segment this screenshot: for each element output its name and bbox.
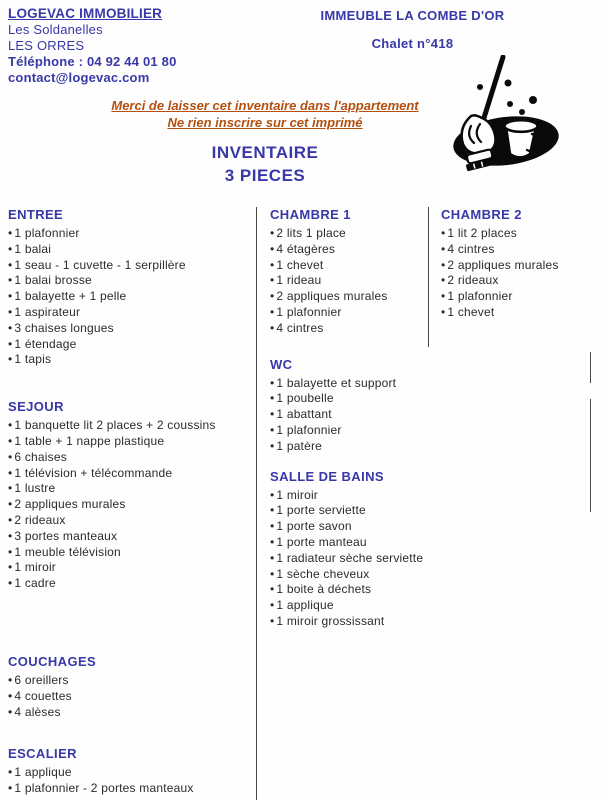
inventory-item: • 3 portes manteaux (8, 529, 254, 545)
notice-line-1: Merci de laisser cet inventaire dans l'appartement (111, 98, 419, 113)
inventory-item: • 3 chaises longues (8, 321, 254, 337)
inventory-item: • 2 appliques murales (441, 258, 597, 274)
agency-email: contact@logevac.com (8, 70, 150, 85)
section-title: CHAMBRE 2 (441, 207, 522, 222)
title-line-2: 3 PIECES (224, 166, 306, 185)
inventory-item: • 4 étagères (270, 242, 426, 258)
section-escalier (8, 746, 254, 797)
inventory-item: • 4 couettes (8, 689, 254, 705)
agency-residence: Les Soldanelles (8, 22, 103, 37)
section-salle-de-bains (270, 469, 426, 630)
agency-city: LES ORRES (8, 38, 85, 53)
agency-phone: Téléphone : 04 92 44 01 80 (8, 54, 177, 69)
section-sejour (8, 399, 254, 592)
section-item-list (270, 488, 426, 630)
inventory-item: • 1 plafonnier (441, 289, 597, 305)
section-chambre-2 (441, 207, 597, 321)
inventory-item: • 2 appliques murales (270, 289, 426, 305)
inventory-item: • 1 balayette + 1 pelle (8, 289, 254, 305)
section-item-list (8, 418, 254, 592)
right-edge-rule-1 (590, 352, 591, 383)
section-chambre-1 (270, 207, 426, 337)
inventory-item: • 1 balayette et support (270, 376, 426, 392)
inventory-item: • 1 boite à déchets (270, 582, 426, 598)
inventory-item: • 1 miroir (8, 560, 254, 576)
section-title: WC (270, 356, 293, 372)
section-item-list (270, 226, 426, 337)
inventory-item: • 1 lit 2 places (441, 226, 597, 242)
inventory-item: • 1 porte manteau (270, 535, 426, 551)
inventory-item: • 1 applique (8, 765, 254, 781)
inventory-item: • 1 chevet (441, 305, 597, 321)
inventory-item: • 1 cadre (8, 576, 254, 592)
section-title: CHAMBRE 1 (270, 207, 351, 222)
section-title: SEJOUR (8, 399, 64, 415)
inventory-item: • 1 aspirateur (8, 305, 254, 321)
title-line-1: INVENTAIRE (211, 143, 319, 162)
building-name: IMMEUBLE LA COMBE D'OR (320, 8, 505, 23)
inventory-item: • 1 plafonnier (270, 423, 426, 439)
inventory-item: • 2 lits 1 place (270, 226, 426, 242)
inventory-item: • 1 seau - 1 cuvette - 1 serpillère (8, 258, 254, 274)
inventory-item: • 2 rideaux (441, 273, 597, 289)
inventory-item: • 4 cintres (441, 242, 597, 258)
inventory-item: • 1 étendage (8, 337, 254, 353)
section-wc (270, 357, 426, 455)
inventory-item: • 1 plafonnier (8, 226, 254, 242)
agency-name: LOGEVAC IMMOBILIER (8, 6, 163, 21)
inventory-item: • 1 rideau (270, 273, 426, 289)
inventory-item: • 1 porte savon (270, 519, 426, 535)
inventory-item: • 6 oreillers (8, 673, 254, 689)
inventory-item: • 1 miroir grossissant (270, 614, 426, 630)
section-title: ESCALIER (8, 746, 77, 762)
right-edge-rule-2 (590, 399, 591, 512)
inventory-item: • 1 sèche cheveux (270, 567, 426, 583)
inventory-item: • 1 plafonnier - 2 portes manteaux (8, 781, 254, 797)
inventory-item: • 2 appliques murales (8, 497, 254, 513)
inventory-item: • 1 miroir (270, 488, 426, 504)
section-title: COUCHAGES (8, 653, 97, 669)
inventory-item: • 6 chaises (8, 450, 254, 466)
section-item-list (8, 673, 254, 720)
inventory-item: • 1 chevet (270, 258, 426, 274)
inventory-item: • 1 télévision + télécommande (8, 466, 254, 482)
agency-block (8, 6, 177, 86)
section-couchages (8, 654, 254, 720)
inventory-item: • 1 poubelle (270, 391, 426, 407)
inventory-item: • 1 applique (270, 598, 426, 614)
inventory-item: • 4 cintres (270, 321, 426, 337)
column-1 (8, 207, 254, 797)
inventory-item: • 1 tapis (8, 352, 254, 368)
building-unit: Chalet n°418 (371, 36, 454, 51)
inventory-item: • 1 meuble télévision (8, 545, 254, 561)
column-divider-2 (428, 207, 429, 347)
section-entree (8, 207, 254, 368)
notice-block (0, 97, 530, 131)
inventory-item: • 1 balai brosse (8, 273, 254, 289)
section-title: SALLE DE BAINS (270, 468, 384, 484)
page-title (0, 141, 530, 187)
section-item-list (8, 765, 254, 797)
inventory-item: • 1 banquette lit 2 places + 2 coussins (8, 418, 254, 434)
section-item-list (270, 376, 426, 455)
section-item-list (441, 226, 597, 321)
inventory-item: • 1 radiateur sèche serviette (270, 551, 426, 567)
inventory-item: • 1 porte serviette (270, 503, 426, 519)
column-2 (270, 207, 426, 630)
inventory-item: • 1 balai (8, 242, 254, 258)
column-divider-1 (256, 207, 257, 800)
inventory-item: • 4 alèses (8, 705, 254, 721)
building-block (310, 8, 515, 51)
inventory-item: • 1 lustre (8, 481, 254, 497)
section-item-list (8, 226, 254, 368)
inventory-item: • 1 patère (270, 439, 426, 455)
notice-line-2: Ne rien inscrire sur cet imprimé (167, 115, 363, 130)
inventory-item: • 1 abattant (270, 407, 426, 423)
inventory-item: • 2 rideaux (8, 513, 254, 529)
inventory-item: • 1 plafonnier (270, 305, 426, 321)
column-3 (441, 207, 597, 321)
inventory-item: • 1 table + 1 nappe plastique (8, 434, 254, 450)
section-title: ENTREE (8, 207, 64, 222)
